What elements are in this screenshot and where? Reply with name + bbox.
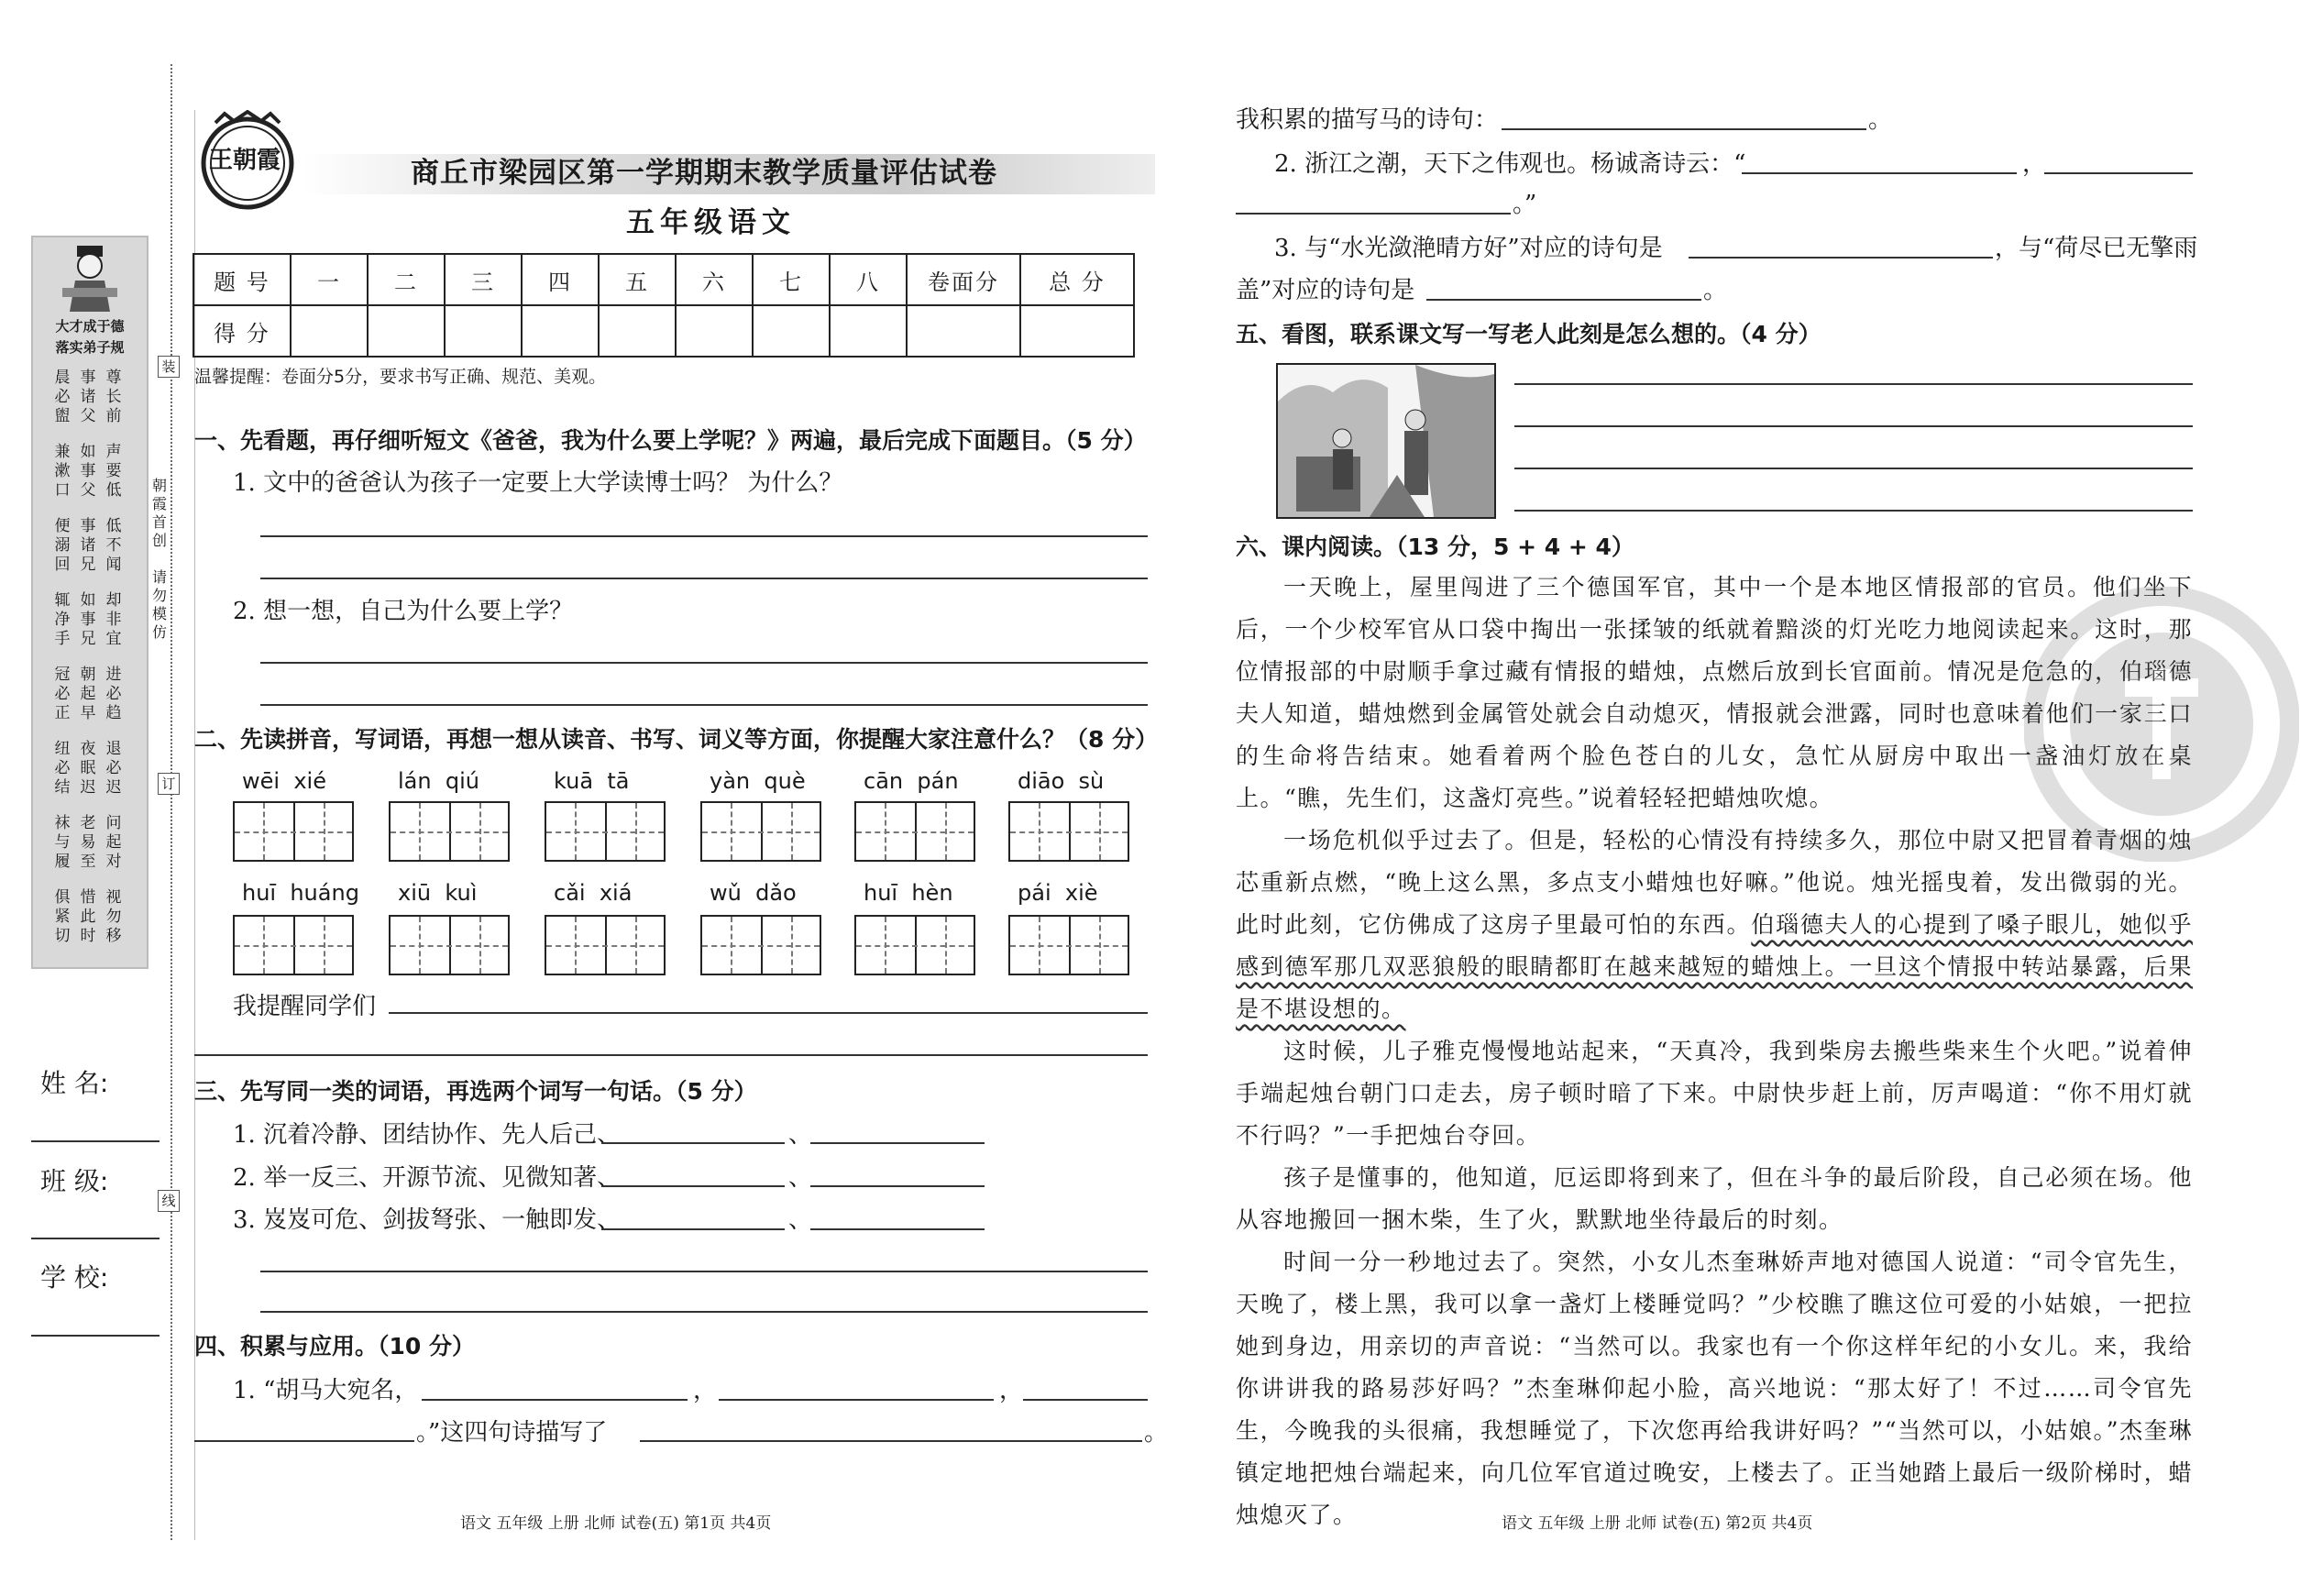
fill-blank[interactable] — [1742, 172, 2017, 174]
remind-line[interactable] — [389, 1012, 1148, 1014]
fill-blank[interactable] — [1023, 1399, 1148, 1401]
verse-column: 冠必正 — [54, 666, 71, 722]
writing-box[interactable] — [545, 915, 666, 975]
answer-line[interactable] — [1514, 425, 2193, 427]
sec1-q2: 2. 想一想，自己为什么要上学？ — [233, 598, 574, 625]
fill-blank[interactable] — [194, 1440, 414, 1442]
answer-line[interactable] — [260, 662, 1148, 664]
fill-blank[interactable] — [1689, 257, 1993, 259]
class-field[interactable] — [31, 1238, 160, 1239]
sep: 、 — [788, 1164, 813, 1192]
fill-blank[interactable] — [1236, 213, 1511, 215]
verse-column: 便溺回 — [54, 517, 71, 574]
passage-paragraph-3: 这时候，儿子雅克慢慢地站起来，“天真冷，我到柴房去搬些柴来生个火吧。”说着伸手端起烛台朝门口走去，房子顿时暗了下来。中尉快步赶上前，厉声喝道：“你不用灯就不行吗？”一手把烛台夺回。 — [1236, 1038, 2193, 1149]
passage-text: 一场危机似乎过去了。但是，轻松的心情没有持续多久，那位中尉又把冒着青烟的烛芯重新点燃，“晚上这么黑，多点支小蜡烛也好嘛。”他说。烛光摇曳着，发出微弱的光。此时此刻，它仿佛成了这房子里最可怕的东西。 — [1236, 827, 2193, 938]
sec4-q2-end: 。” — [1513, 191, 1537, 218]
pinyin-label: xiū kuì — [398, 880, 478, 906]
verse-column: 事诸兄 — [80, 517, 96, 574]
sec4-q1b: 。”这四句诗描写了 — [416, 1419, 608, 1447]
pinyin-label: yàn què — [710, 768, 806, 794]
sec3-item-3: 3. 岌岌可危、剑拔弩张、一触即发、 — [233, 1206, 622, 1234]
score-header: 总 分 — [1020, 254, 1134, 305]
verse-column: 问起对 — [105, 814, 122, 871]
fill-blank[interactable] — [810, 1185, 985, 1187]
sec2-title: 二、先读拼音，写词语，再想一想从读音、书写、词义等方面，你提醒大家注意什么？（8 分） — [194, 726, 1159, 753]
writing-box[interactable] — [545, 801, 666, 862]
tip: 温馨提醒：卷面分5分，要求书写正确、规范、美观。 — [194, 367, 607, 387]
passage-paragraph-5: 时间一分一秒地过去了。突然，小女儿杰奎琳娇声地对德国人说道：“司令官先生，天晚了，楼上黑，我可以拿一盏灯上楼睡觉吗？”少校瞧了瞧这位可爱的小姑娘，一把拉她到身边，用亲切的声音说：“当然可以。我家也有一个你这样年纪的小女儿。来，我给你讲讲我的路易莎好吗？”杰奎琳仰起小脸，高兴地说：“那太好了！不过……司令官先生，今晚我的头很痛，我想睡觉了，下次您再给我讲好吗？”“当然可以，小姑娘。”杰奎琳镇定地把烛台端起来，向几位军官道过晚安，上楼去了。正当她踏上最后一级阶梯时，蜡烛熄灭了。 — [1236, 1249, 2193, 1528]
name-label: 姓 名: — [40, 1068, 109, 1098]
writing-box[interactable] — [389, 915, 510, 975]
verse-column: 声要低 — [105, 443, 122, 500]
comma: ， — [2022, 150, 2047, 178]
score-cell[interactable] — [830, 305, 907, 357]
pinyin-label: cān pán — [864, 768, 959, 794]
answer-line[interactable] — [1514, 510, 2193, 512]
fill-blank[interactable] — [719, 1399, 994, 1401]
verse-column: 辄净手 — [54, 591, 71, 648]
score-header: 二 — [368, 254, 445, 305]
watermark-seal — [2024, 587, 2299, 862]
comma: ， — [999, 1377, 1024, 1404]
verse-column: 退必迟 — [105, 740, 122, 797]
illustration — [1276, 363, 1496, 519]
score-cell[interactable] — [599, 305, 676, 357]
score-row-label: 得 分 — [193, 305, 291, 357]
sec4-q1c: 我积累的描写马的诗句： — [1236, 106, 1499, 134]
verse-column: 纽必结 — [54, 740, 71, 797]
writing-box[interactable] — [854, 801, 975, 862]
verse-column: 兼漱口 — [54, 443, 71, 500]
answer-line[interactable] — [260, 578, 1148, 579]
fill-blank[interactable] — [601, 1228, 785, 1230]
passage-paragraph-4: 孩子是懂事的，他知道，厄运即将到来了，但在斗争的最后阶段，自己必须在场。他从容地搬回一捆木柴，生了火，默默地坐待最后的时刻。 — [1236, 1164, 2193, 1233]
score-header: 六 — [676, 254, 753, 305]
fill-blank[interactable] — [422, 1399, 688, 1401]
answer-line[interactable] — [260, 1271, 1148, 1272]
sec4-q3b: ，与“荷尽已无擎雨 — [1995, 235, 2198, 262]
verse-column: 事诸父 — [80, 369, 96, 425]
name-field[interactable] — [31, 1140, 160, 1142]
pinyin-label: huī huáng — [242, 880, 359, 906]
school-label: 学 校: — [40, 1262, 109, 1293]
writing-box[interactable] — [233, 801, 354, 862]
fill-blank[interactable] — [601, 1185, 785, 1187]
sec1-q1: 1. 文中的爸爸认为孩子一定要上大学读博士吗？ 为什么？ — [233, 469, 843, 497]
score-cell[interactable] — [1020, 305, 1134, 357]
scholar-figure — [53, 240, 127, 314]
period: 。 — [1868, 106, 1893, 134]
fill-blank[interactable] — [810, 1228, 985, 1230]
pinyin-label: huī hèn — [864, 880, 953, 906]
sec6-title: 六、课内阅读。（13 分，5 + 4 + 4） — [1236, 534, 1634, 560]
sec3-title: 三、先写同一类的词语，再选两个词写一句话。（5 分） — [194, 1078, 757, 1105]
score-cell[interactable] — [445, 305, 522, 357]
footer-left: 语文 五年级 上册 北师 试卷(五) 第1页 共4页 — [460, 1514, 772, 1533]
score-header: 八 — [830, 254, 907, 305]
motto-bottom: 落实弟子规 — [55, 339, 125, 356]
verse-column: 惜此时 — [80, 888, 96, 945]
sec4-title: 四、积累与应用。（10 分） — [194, 1333, 475, 1359]
verse-column: 低不闻 — [105, 517, 122, 574]
writing-box[interactable] — [1008, 915, 1129, 975]
fold-note-1: 朝霞首创 — [152, 477, 168, 549]
score-cell[interactable] — [907, 305, 1020, 357]
writing-box[interactable] — [700, 915, 821, 975]
fill-blank[interactable] — [1502, 128, 1866, 130]
score-header: 五 — [599, 254, 676, 305]
verse-column: 尊长前 — [105, 369, 122, 425]
answer-line[interactable] — [1514, 468, 2193, 469]
pinyin-label: cǎi xiá — [554, 880, 633, 906]
score-header: 七 — [753, 254, 830, 305]
remind-line-2[interactable] — [194, 1054, 1148, 1056]
school-field[interactable] — [31, 1335, 160, 1337]
score-cell[interactable] — [676, 305, 753, 357]
fill-blank[interactable] — [810, 1142, 985, 1144]
wavy-underlined-sentence: 伯瑙德夫人的心提到了嗓子眼儿，她似乎感到德军那几双恶狼般的眼睛都盯在越来越短的蜡烛上。一旦这个情报中转站暴露，后果是不堪设想的。 — [1236, 911, 2193, 1022]
writing-box[interactable] — [1008, 801, 1129, 862]
logo-text: 王朝霞 — [209, 147, 281, 174]
period: 。 — [1144, 1419, 1169, 1447]
answer-line[interactable] — [260, 704, 1148, 706]
score-header: 卷面分 — [907, 254, 1020, 305]
pinyin-label: pái xiè — [1018, 880, 1098, 906]
sec3-item-1: 1. 沉着冷静、团结协作、先人后己、 — [233, 1121, 622, 1149]
pinyin-label: diāo sù — [1018, 768, 1105, 794]
answer-line[interactable] — [1514, 383, 2193, 385]
period: 。 — [1703, 277, 1728, 304]
pinyin-label: wēi xié — [242, 768, 326, 794]
verse-column: 夜眠迟 — [80, 740, 96, 797]
fold-mark-1: 装 — [158, 356, 180, 378]
comma: ， — [693, 1377, 718, 1404]
score-cell[interactable] — [368, 305, 445, 357]
remind-label: 我提醒同学们 — [233, 993, 377, 1020]
answer-line[interactable] — [260, 1311, 1148, 1313]
fill-blank[interactable] — [640, 1440, 1142, 1442]
fill-blank[interactable] — [1426, 299, 1701, 301]
sec1-title: 一、先看题，再仔细听短文《爸爸，我为什么要上学呢？》两遍，最后完成下面题目。（5 分） — [194, 427, 1147, 454]
writing-box[interactable] — [233, 915, 354, 975]
verse-column: 袜与履 — [54, 814, 71, 871]
verse-column: 进必趋 — [105, 666, 122, 722]
score-cell[interactable] — [291, 305, 368, 357]
fold-note-2: 请勿模仿 — [152, 568, 168, 641]
verse-column: 俱紧切 — [54, 888, 71, 945]
fold-mark-3: 线 — [158, 1190, 180, 1212]
motto-top: 大才成于德 — [55, 318, 125, 335]
sec4-q2: 2. 浙江之潮，天下之伟观也。杨诚斋诗云：“ — [1274, 150, 1746, 178]
pinyin-label: wǔ dǎo — [710, 880, 797, 906]
footer-right: 语文 五年级 上册 北师 试卷(五) 第2页 共4页 — [1502, 1514, 1813, 1533]
pinyin-label: kuā tā — [554, 768, 630, 794]
score-header: 一 — [291, 254, 368, 305]
score-header: 题 号 — [193, 254, 291, 305]
writing-box[interactable] — [700, 801, 821, 862]
verse-column: 视勿移 — [105, 888, 122, 945]
sep: 、 — [788, 1121, 813, 1149]
verse-column: 晨必盥 — [54, 369, 71, 425]
verse-column: 却非宜 — [105, 591, 122, 648]
score-cell[interactable] — [522, 305, 599, 357]
sec4-q3a: 3. 与“水光潋滟晴方好”对应的诗句是 — [1274, 235, 1663, 262]
binding-dotted-line — [171, 64, 172, 1540]
verse-column: 如事父 — [80, 443, 96, 500]
verse-column: 老易至 — [80, 814, 96, 871]
answer-line[interactable] — [260, 535, 1148, 537]
score-cell[interactable] — [753, 305, 830, 357]
verse-column: 朝起早 — [80, 666, 96, 722]
page-subtitle: 五年级语文 — [626, 206, 796, 239]
score-header: 四 — [522, 254, 599, 305]
passage-paragraph-1: 一天晚上，屋里闯进了三个德国军官，其中一个是本地区情报部的官员。他们坐下后，一个少校军官从口袋中掏出一张揉皱的纸就着黯淡的灯光吃力地阅读起来。这时，那位情报部的中尉顺手拿过藏有情报的蜡烛，点燃后放到长官面前。情况是危急的，伯瑙德夫人知道，蜡烛燃到金属管处就会自动熄灭，情报就会泄露，同时也意味着他们一家三口的生命将告结束。她看着两个脸色苍白的儿女，急忙从厨房中取出一盏油灯放在桌上。“瞧，先生们，这盏灯亮些。”说着轻轻把蜡烛吹熄。 — [1236, 574, 2193, 811]
class-label: 班 级: — [40, 1166, 109, 1196]
writing-box[interactable] — [854, 915, 975, 975]
fill-blank[interactable] — [601, 1142, 785, 1144]
sec4-q1a: 1. “胡马大宛名， — [233, 1377, 419, 1404]
fill-blank[interactable] — [2044, 172, 2193, 174]
writing-box[interactable] — [389, 801, 510, 862]
sec3-item-2: 2. 举一反三、开源节流、见微知著、 — [233, 1164, 622, 1192]
verse-column: 如事兄 — [80, 591, 96, 648]
score-header: 三 — [445, 254, 522, 305]
pinyin-label: lán qiú — [398, 768, 479, 794]
sec5-title: 五、看图，联系课文写一写老人此刻是怎么想的。（4 分） — [1236, 321, 1821, 347]
page-title: 商丘市梁园区第一学期期末教学质量评估试卷 — [411, 157, 997, 190]
sep: 、 — [788, 1206, 813, 1234]
score-table — [193, 253, 1135, 358]
fold-mark-2: 订 — [158, 773, 180, 795]
sec4-q3c: 盖”对应的诗句是 — [1236, 277, 1415, 304]
